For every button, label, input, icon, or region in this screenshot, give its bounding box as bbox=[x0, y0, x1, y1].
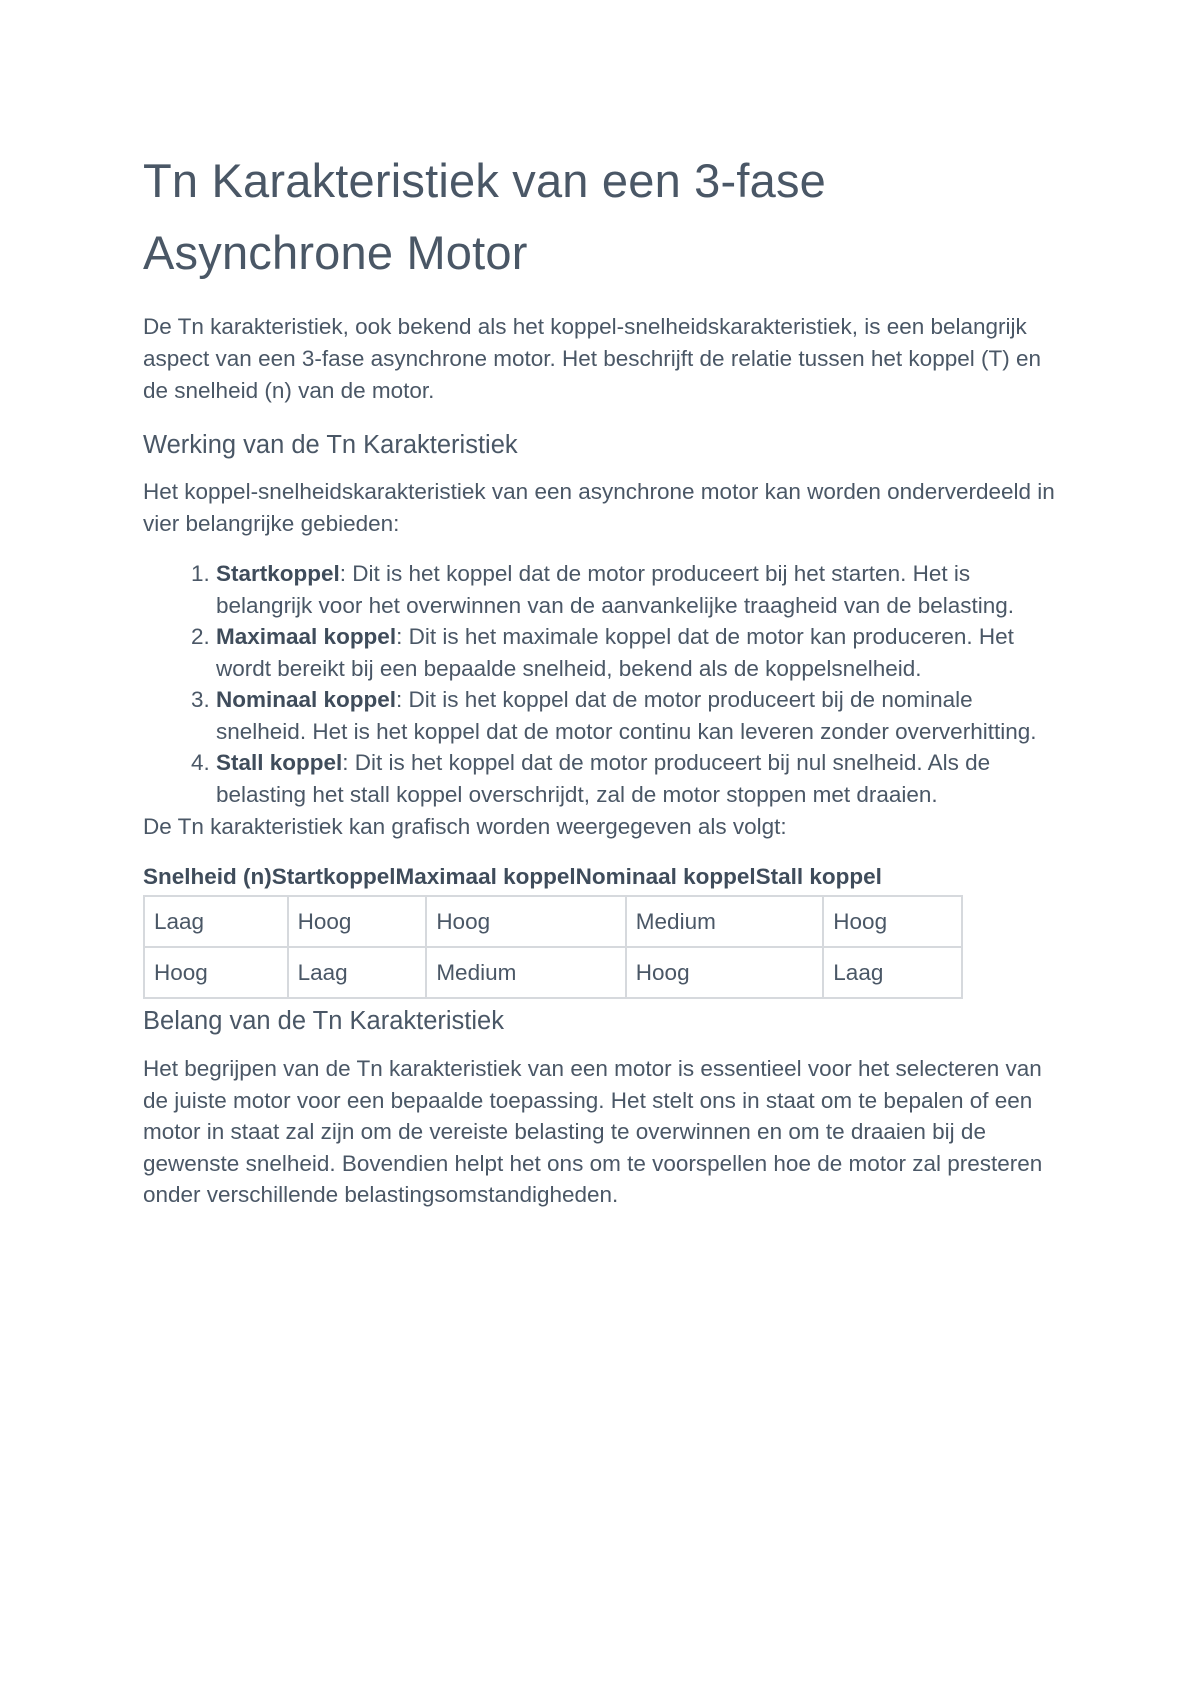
graph-intro-paragraph: De Tn karakteristiek kan grafisch worden weergegeven als volgt: bbox=[143, 814, 787, 839]
table-row bbox=[144, 896, 962, 947]
list-item bbox=[216, 621, 1063, 684]
table-cell: Hoog bbox=[426, 896, 625, 947]
list-item-desc: : Dit is het koppel dat de motor produceert bij het starten. Het is belangrijk voor het overwinnen van de aanvankelijke traagheid van de belasting. bbox=[216, 561, 1015, 618]
document-page bbox=[143, 145, 1063, 1211]
table-cell: Laag bbox=[288, 947, 427, 998]
belang-paragraph: Het begrijpen van de Tn karakteristiek van een motor is essentieel voor het selecteren van de juiste motor voor een bepaalde toepassing. Het stelt ons in staat om te bepalen of een motor in staat zal zijn om de vereiste belasting te overwinnen en om te draaien bij de gewenste snelheid. Bovendien helpt het ons om te voorspellen hoe de motor zal presteren onder verschillende belastingsomstandigheden. bbox=[143, 1056, 1043, 1207]
list-item-desc: : Dit is het koppel dat de motor produceert bij nul snelheid. Als de belasting het stall koppel overschrijdt, zal de motor stoppen met draaien. bbox=[216, 750, 991, 807]
table-cell: Hoog bbox=[626, 947, 824, 998]
list-item bbox=[216, 684, 1063, 747]
table-cell: Medium bbox=[626, 896, 824, 947]
list-item-term: Stall koppel bbox=[216, 750, 343, 775]
table-header-cell: Snelheid (n) bbox=[143, 864, 272, 889]
table-cell: Medium bbox=[426, 947, 625, 998]
list-item-term: Nominaal koppel bbox=[216, 687, 397, 712]
table-cell: Hoog bbox=[144, 947, 288, 998]
table-header-cell: Nominaal koppel bbox=[575, 864, 756, 889]
list-item-term: Startkoppel bbox=[216, 561, 340, 586]
list-item-term: Maximaal koppel bbox=[216, 624, 397, 649]
list-item-desc: : Dit is het maximale koppel dat de motor kan produceren. Het wordt bereikt bij een bepaalde snelheid, bekend als de koppelsnelheid. bbox=[216, 624, 1014, 681]
list-item bbox=[216, 747, 1063, 810]
table-header-cell: Maximaal koppel bbox=[395, 864, 576, 889]
table-header-cell: Startkoppel bbox=[271, 864, 396, 889]
table-cell: Laag bbox=[144, 896, 288, 947]
table-cell: Hoog bbox=[288, 896, 427, 947]
table-row bbox=[144, 947, 962, 998]
torque-table bbox=[143, 895, 963, 999]
page-title: Tn Karakteristiek van een 3-fase Asynchrone Motor bbox=[143, 154, 827, 279]
table-header-row bbox=[143, 861, 1063, 893]
table-cell: Laag bbox=[823, 947, 962, 998]
werking-heading: Werking van de Tn Karakteristiek bbox=[143, 431, 518, 459]
regions-list bbox=[143, 558, 1063, 810]
table-cell: Hoog bbox=[823, 896, 962, 947]
list-item-desc: : Dit is het koppel dat de motor produceert bij de nominale snelheid. Het is het koppel dat de motor continu kan leveren zonder oververhitting. bbox=[216, 687, 1037, 744]
table-header-cell: Stall koppel bbox=[755, 864, 882, 889]
intro-paragraph: De Tn karakteristiek, ook bekend als het koppel-snelheidskarakteristiek, is een belangrijk aspect van een 3-fase asynchrone motor. Het beschrijft de relatie tussen het koppel (T) en de snelheid (n) van de motor. bbox=[143, 314, 1041, 403]
werking-paragraph: Het koppel-snelheidskarakteristiek van een asynchrone motor kan worden onderverdeeld in vier belangrijke gebieden: bbox=[143, 479, 1055, 536]
belang-heading: Belang van de Tn Karakteristiek bbox=[143, 1007, 504, 1035]
list-item bbox=[216, 558, 1063, 621]
